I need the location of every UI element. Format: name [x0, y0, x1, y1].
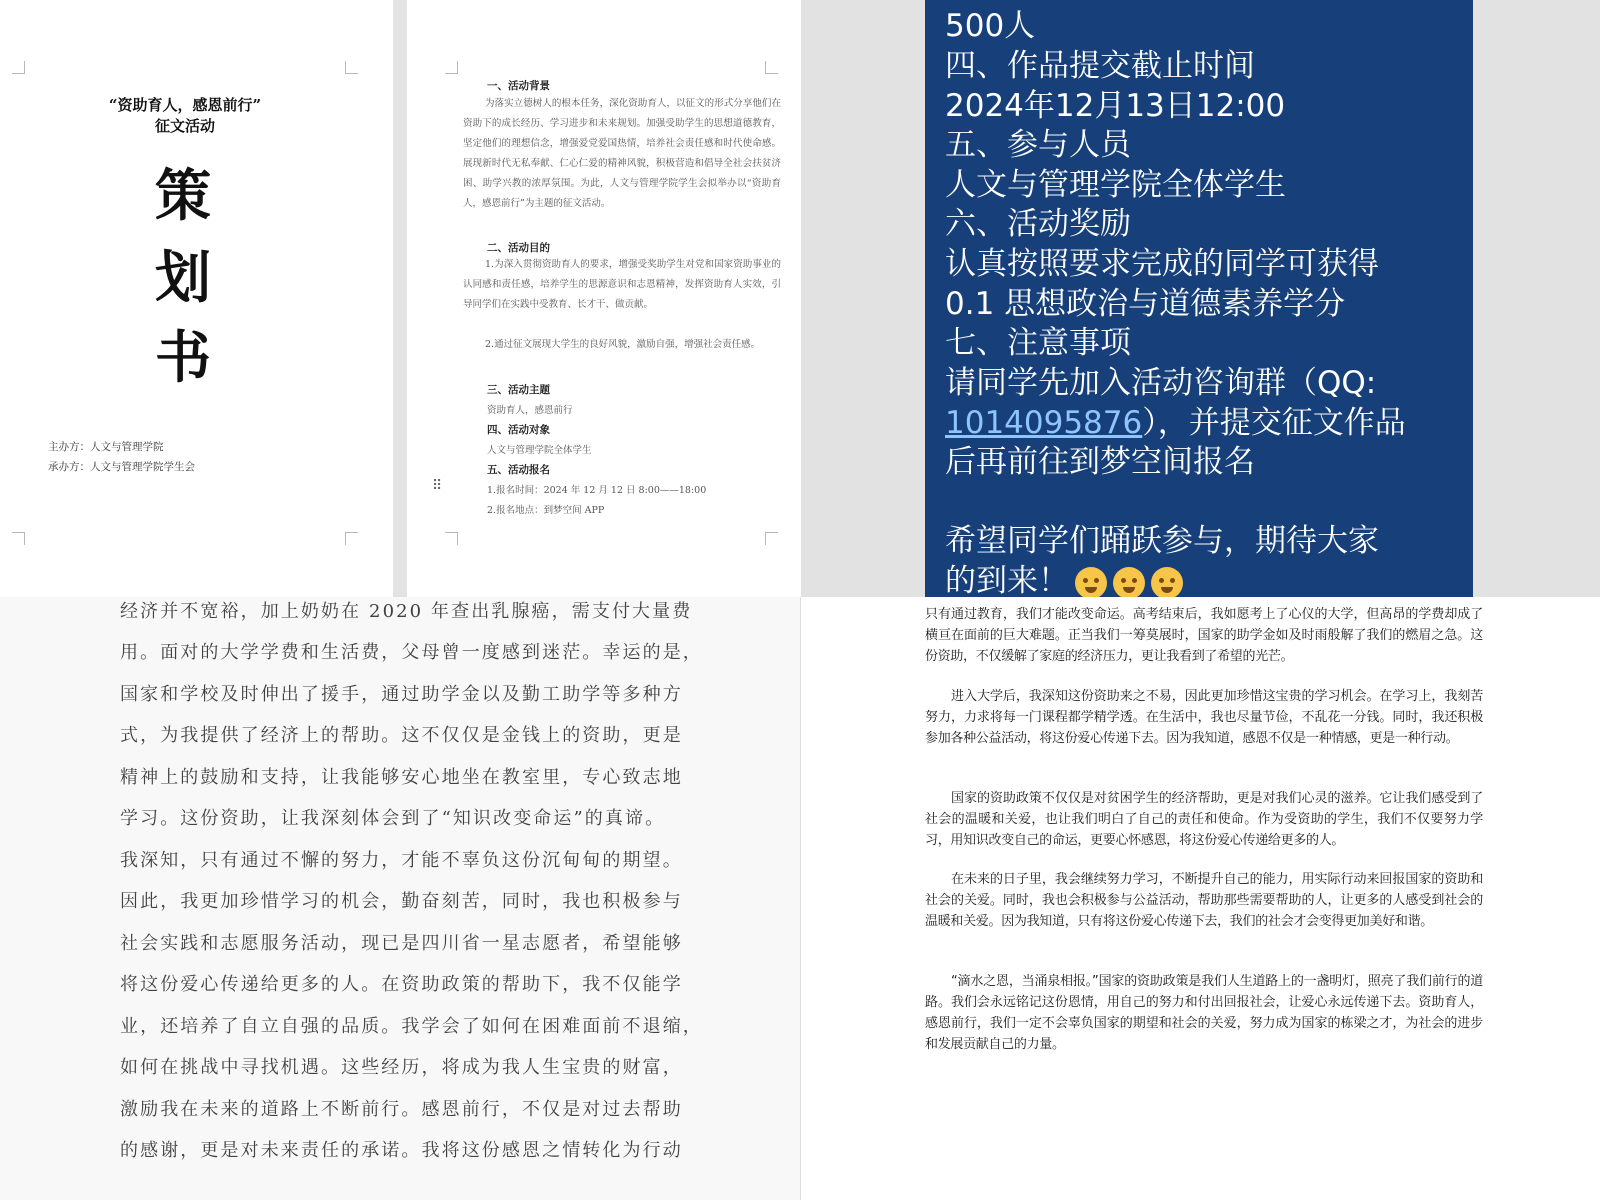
phone-screenshot — [801, 0, 1600, 597]
section-text: 2.报名地点：到梦空间 APP — [487, 505, 605, 516]
page-corner-mark — [445, 532, 458, 545]
smiling-face-emoji-icon — [1075, 567, 1107, 598]
drag-handle-icon[interactable]: ⠿ — [432, 478, 443, 494]
page-corner-mark — [12, 532, 25, 545]
section-heading: 二、活动目的 — [487, 242, 550, 254]
section-heading: 三、活动主题 — [487, 384, 550, 396]
essay-line: 精神上的鼓励和支持，让我能够安心地坐在教室里，专心致志地 — [120, 767, 683, 788]
message-line-text: 的到来！ — [945, 563, 1069, 597]
page-corner-mark — [765, 61, 778, 74]
section-text: 人文与管理学院全体学生 — [487, 445, 592, 456]
essay-line: 用。面对的大学学费和生活费，父母曾一度感到迷茫。幸运的是， — [120, 642, 703, 663]
section-paragraph: 2.通过征文展现大学生的良好风貌，激励自强，增强社会责任感。 — [485, 339, 761, 350]
cover-big-char: 策 — [155, 163, 211, 229]
message-line: 五、参与人员 — [945, 127, 1131, 163]
message-line: 四、作品提交截止时间 — [945, 48, 1255, 84]
essay-scan-page — [0, 597, 800, 1200]
message-line — [945, 555, 1183, 597]
essay-paragraph: 在未来的日子里，我会继续努力学习，不断提升自己的能力，用实际行动来回报国家的资助和社会的关爱。同时，我也会积极参与公益活动，帮助那些需要帮助的人，让更多的人感受到社会的温暖和关爱。因为我知道，只有将这份爱心传递下去，我们的社会才会变得更加美好和谐。 — [925, 872, 1483, 929]
page-corner-mark — [345, 61, 358, 74]
smiling-face-emoji-icon — [1113, 567, 1145, 598]
page-gap — [393, 0, 407, 597]
cover-page — [0, 0, 393, 597]
essay-doc-page — [800, 597, 1600, 1200]
message-line: 七、注意事项 — [945, 325, 1131, 361]
message-line: 请同学先加入活动咨询群（QQ: — [945, 365, 1377, 401]
page-corner-mark — [345, 532, 358, 545]
section-text: 1.报名时间：2024 年 12 月 12 日 8:00——18:00 — [487, 485, 707, 496]
message-line: 认真按照要求完成的同学可获得 — [945, 246, 1379, 282]
message-line: 500人 — [945, 8, 1036, 44]
section-paragraph: 1.为深入贯彻资助育人的要求，增强受奖助学生对党和国家资助事业的认同感和责任感，培养学生的思源意识和志恩精神，发挥资助育人实效，引导同学们在实践中受教育、长才干、做贡献。 — [463, 259, 781, 310]
smiling-face-emoji-icon — [1151, 567, 1183, 598]
page-corner-mark — [765, 532, 778, 545]
cover-big-char: 书 — [155, 325, 211, 391]
cover-big-char: 划 — [155, 245, 211, 311]
essay-line: 国家和学校及时伸出了援手，通过助学金以及勤工助学等多种方 — [120, 684, 683, 705]
essay-line: 业，还培养了自立自强的品质。我学会了如何在困难面前不退缩， — [120, 1016, 703, 1037]
essay-line: 经济并不宽裕，加上奶奶在 2020 年查出乳腺癌，需支付大量费 — [120, 601, 693, 622]
essay-paragraph: “滴水之恩，当涌泉相报。”国家的资助政策是我们人生道路上的一盏明灯，照亮了我们前行的道路。我们会永远铭记这份恩情，用自己的努力和付出回报社会，让爱心永远传递下去。资助育人，感恩前行，我们一定不会辜负国家的期望和社会的关爱，努力成为国家的栋梁之才，为社会的进步和发展贡献自己的力量。 — [925, 974, 1483, 1052]
essay-line: 我深知，只有通过不懈的努力，才能不辜负这份沉甸甸的期望。 — [120, 850, 683, 871]
essay-line: 将这份爱心传递给更多的人。在资助政策的帮助下，我不仅能学 — [120, 974, 683, 995]
cover-title: “资助育人，感恩前行” — [108, 96, 262, 114]
essay-line: 学习。这份资助，让我深刻体会到了“知识改变命运”的真谛。 — [120, 808, 666, 829]
section-paragraph: 为落实立德树人的根本任务，深化资助育人，以征文的形式分享他们在资助下的成长经历、学习进步和未来规划。加强受助学生的思想道德教育，坚定他们的理想信念，增强爱党爱国热情，培养社会责任感和时代使命感。展现新时代无私奉献、仁心仁爱的精神风貌，积极营造和倡导全社会扶贫济困、助学兴教的浓厚氛围。为此，人文与管理学院学生会拟举办以“资助育人，感恩前行”为主题的征文活动。 — [463, 98, 781, 209]
essay-line: 如何在挑战中寻找机遇。这些经历，将成为我人生宝贵的财富， — [120, 1057, 683, 1078]
section-heading: 五、活动报名 — [487, 464, 550, 476]
essay-paragraph: 国家的资助政策不仅仅是对贫困学生的经济帮助，更是对我们心灵的滋养。它让我们感受到了社会的温暖和关爱，也让我们明白了自己的责任和使命。作为受资助的学生，我们不仅要努力学习，用知识改变自己的命运，更要心怀感恩，将这份爱心传递给更多的人。 — [925, 791, 1483, 848]
essay-line: 社会实践和志愿服务活动，现已是四川省一星志愿者，希望能够 — [120, 933, 683, 954]
co-organizer-text: 承办方：人文与管理学院学生会 — [48, 461, 195, 473]
plan-page — [407, 0, 801, 597]
message-line: 六、活动奖励 — [945, 206, 1131, 242]
page-corner-mark — [445, 61, 458, 74]
essay-paragraph: 进入大学后，我深知这份资助来之不易，因此更加珍惜这宝贵的学习机会。在学习上，我刻苦努力，力求将每一门课程都学精学透。在生活中，我也尽量节俭，不乱花一分钱。同时，我还积极参加各种公益活动，将这份爱心传递下去。因为我知道，感恩不仅是一种情感，更是一种行动。 — [925, 689, 1483, 746]
section-text: 资助育人，感恩前行 — [487, 405, 573, 416]
essay-line: 激励我在未来的道路上不断前行。感恩前行，不仅是对过去帮助 — [120, 1099, 683, 1120]
message-line: 2024年12月13日12:00 — [945, 88, 1286, 124]
message-line: 后再前往到梦空间报名 — [945, 444, 1255, 480]
message-line: 0.1 思想政治与道德素养学分 — [945, 286, 1346, 322]
cover-subtitle: 征文活动 — [154, 117, 215, 135]
essay-paragraph: 只有通过教育，我们才能改变命运。高考结束后，我如愿考上了心仪的大学，但高昂的学费却成了横亘在面前的巨大难题。正当我们一筹莫展时，国家的助学金如及时雨般解了我们的燃眉之急。这份资助，不仅缓解了家庭的经济压力，更让我看到了希望的光芒。 — [925, 607, 1483, 664]
qq-number-link[interactable]: 1014095876 — [945, 405, 1143, 441]
section-heading: 四、活动对象 — [487, 424, 550, 436]
organizer-text: 主办方：人文与管理学院 — [48, 441, 164, 453]
section-heading: 一、活动背景 — [487, 80, 550, 92]
essay-line: 式，为我提供了经济上的帮助。这不仅仅是金钱上的资助，更是 — [120, 725, 683, 746]
message-line-text: ），并提交征文作品 — [1142, 405, 1406, 441]
essay-line: 的感谢，更是对未来责任的承诺。我将这份感恩之情转化为行动 — [120, 1140, 683, 1161]
essay-line: 因此，我更加珍惜学习的机会，勤奋刻苦，同时，我也积极参与 — [120, 891, 683, 912]
message-line: 人文与管理学院全体学生 — [945, 167, 1286, 203]
message-line: 希望同学们踊跃参与，期待大家 — [945, 523, 1379, 559]
page-corner-mark — [12, 61, 25, 74]
message-bubble — [925, 0, 1473, 597]
